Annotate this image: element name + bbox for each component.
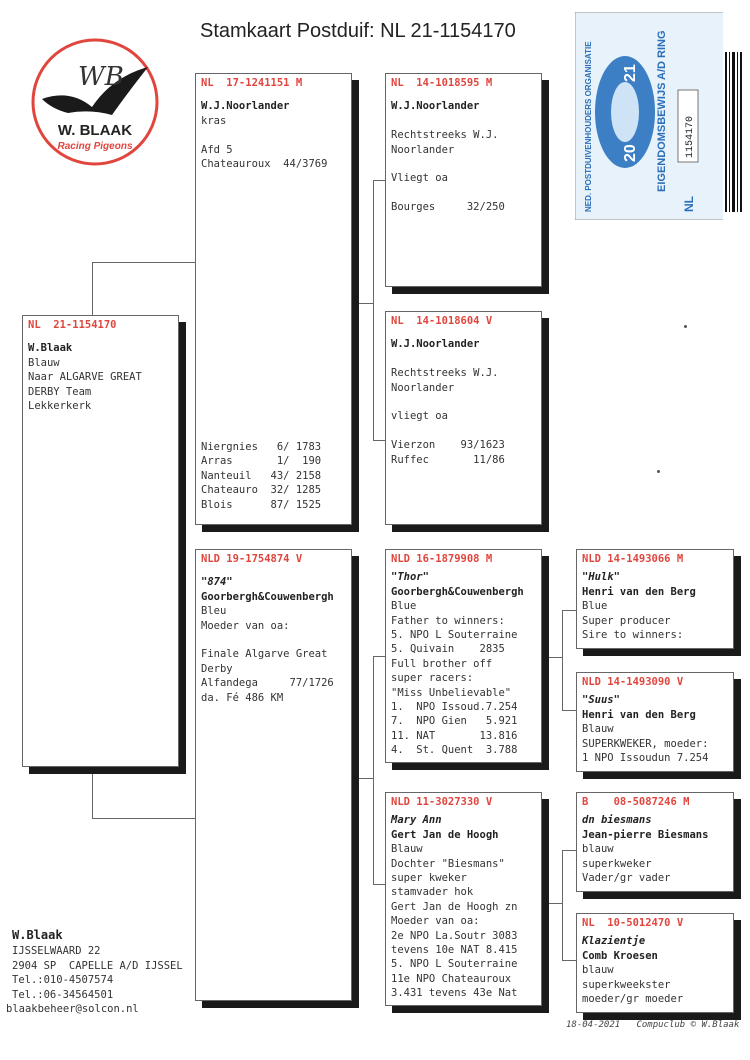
breeder-name: Comb Kroesen bbox=[582, 949, 658, 962]
pigeon-name: "Hulk" bbox=[582, 571, 620, 584]
detail-line: moeder/gr moeder bbox=[582, 993, 684, 1006]
connector-line bbox=[92, 818, 196, 819]
detail-line: Vliegt oa bbox=[391, 172, 448, 185]
scan-speck bbox=[684, 325, 687, 328]
breeder-name: Goorbergh&Couwenbergh bbox=[391, 585, 524, 598]
breeder-name: W.J.Noorlander bbox=[391, 100, 480, 113]
detail-line: Moeder van oa: bbox=[391, 915, 480, 928]
detail-line: 7. NPO Gien 5.921 bbox=[391, 715, 518, 728]
detail-line: Dochter "Biesmans" bbox=[391, 857, 505, 870]
detail-line: Vierzon 93/1623 bbox=[391, 439, 505, 452]
owner-contact bbox=[6, 928, 183, 1016]
connector-line bbox=[352, 303, 374, 304]
pigeon-card-mf-mother bbox=[576, 672, 734, 772]
detail-line: Chateauroux 44/3769 bbox=[201, 158, 328, 171]
detail-line bbox=[391, 424, 536, 438]
detail-line: Sire to winners: bbox=[582, 629, 684, 642]
detail-line: 1. NPO Issoud.7.254 bbox=[391, 701, 518, 714]
detail-line: 2e NPO La.Soutr 3083 bbox=[391, 929, 518, 942]
breeder-name: Gert Jan de Hoogh bbox=[391, 828, 499, 841]
detail-line: Derby bbox=[201, 662, 233, 675]
detail-line: super racers: bbox=[391, 672, 474, 685]
owner-name: W.Blaak bbox=[28, 342, 73, 355]
ring-number: NLD 19-1754874 V bbox=[201, 553, 303, 565]
pigeon-card-mm-father bbox=[576, 792, 734, 892]
detail-line: Rechtstreeks W.J. bbox=[391, 129, 499, 142]
pigeon-card-mother-father bbox=[385, 549, 542, 763]
breeder-name: Henri van den Berg bbox=[582, 708, 696, 721]
detail-line: 11e NPO Chateauroux bbox=[391, 972, 512, 985]
print-date: 18-04-2021 Compuclub © W.Blaak bbox=[566, 1020, 740, 1030]
detail-line: 5. NPO L Souterraine bbox=[391, 958, 518, 971]
pigeon-card-father-father bbox=[385, 73, 542, 287]
ring-number: NLD 11-3027330 V bbox=[391, 796, 493, 808]
pigeon-card-mother bbox=[195, 549, 352, 1001]
detail-line bbox=[391, 395, 536, 409]
detail-line: 11. NAT 13.816 bbox=[391, 729, 518, 742]
detail-line: superkweekster bbox=[582, 978, 671, 991]
breeder-name: Goorbergh&Couwenbergh bbox=[201, 590, 334, 603]
detail-line: Blue bbox=[582, 600, 608, 613]
detail-line: vliegt oa bbox=[391, 410, 448, 423]
ring-number: NL 14-1018604 V bbox=[391, 315, 493, 327]
email-line: blaakbeheer@solcon.nl bbox=[6, 1003, 139, 1016]
breeder-name: W.J.Noorlander bbox=[391, 338, 480, 351]
pigeon-name: "Thor" bbox=[391, 571, 429, 584]
detail-line: Blauw bbox=[391, 843, 423, 856]
pigeon-card-mf-father bbox=[576, 549, 734, 649]
detail-line: Father to winners: bbox=[391, 614, 505, 627]
ring-number: NL 14-1018595 M bbox=[391, 77, 493, 89]
ring-number: B 08-5087246 M bbox=[582, 796, 690, 808]
detail-line: Naar ALGARVE GREAT bbox=[28, 371, 142, 384]
detail-line: Afd 5 bbox=[201, 143, 233, 156]
detail-line bbox=[391, 157, 536, 171]
blaak-logo bbox=[30, 37, 160, 167]
address-line: 2904 SP CAPELLE A/D IJSSEL bbox=[12, 959, 183, 972]
connector-line bbox=[562, 850, 577, 851]
detail-line: "Miss Unbelievable" bbox=[391, 686, 512, 699]
logo-monogram: WB bbox=[78, 62, 124, 92]
detail-line: kras bbox=[201, 114, 227, 127]
ring-number: NL 21-1154170 bbox=[28, 319, 117, 331]
pigeon-name: Klazientje bbox=[582, 935, 646, 948]
logo-name: W. BLAAK bbox=[57, 122, 133, 139]
detail-line: Alfandega 77/1726 bbox=[201, 677, 334, 690]
owner-name: W.Blaak bbox=[12, 928, 63, 942]
connector-line bbox=[92, 766, 93, 818]
detail-line bbox=[391, 114, 536, 128]
connector-line bbox=[562, 710, 577, 711]
breeder-name: Jean-pierre Biesmans bbox=[582, 828, 709, 841]
phone-line: Tel.:010-4507574 bbox=[12, 974, 114, 987]
detail-line: superkweker bbox=[582, 857, 652, 870]
connector-line bbox=[562, 960, 577, 961]
pigeon-name: dn biesmans bbox=[582, 814, 652, 827]
connector-line bbox=[541, 657, 563, 658]
certificate-number: 1154170 bbox=[685, 115, 696, 158]
certificate-heading: EIGENDOMSBEWIJS A/D RING bbox=[656, 30, 668, 192]
ring-number: NLD 16-1879908 M bbox=[391, 553, 493, 565]
detail-line: tevens 10e NAT 8.415 bbox=[391, 944, 518, 957]
breeder-name: W.J.Noorlander bbox=[201, 100, 290, 113]
detail-line: Bleu bbox=[201, 605, 227, 618]
logo-subtitle: Racing Pigeons bbox=[57, 141, 133, 152]
detail-line: 3.431 tevens 43e Nat bbox=[391, 987, 518, 1000]
connector-line bbox=[373, 180, 374, 440]
pigeon-name: Mary Ann bbox=[391, 814, 442, 827]
detail-line: 1 NPO Issoudun 7.254 bbox=[582, 752, 709, 765]
ring-number: NL 17-1241151 M bbox=[201, 77, 303, 89]
certificate-year-right: 21 bbox=[622, 64, 639, 82]
detail-line: da. Fé 486 KM bbox=[201, 691, 284, 704]
ring-number: NL 10-5012470 V bbox=[582, 917, 684, 929]
connector-line bbox=[562, 610, 563, 710]
detail-line: DERBY Team bbox=[28, 385, 92, 398]
pigeon-card-mm-mother bbox=[576, 913, 734, 1013]
detail-line: Ruffec 11/86 bbox=[391, 453, 505, 466]
race-result: Chateauro 32/ 1285 bbox=[201, 484, 322, 497]
detail-line: super kweker bbox=[391, 872, 467, 885]
detail-line: blauw bbox=[582, 843, 614, 856]
ownership-certificate bbox=[575, 12, 745, 220]
connector-line bbox=[92, 262, 93, 317]
connector-line bbox=[373, 656, 374, 884]
ring-number: NLD 14-1493090 V bbox=[582, 676, 684, 688]
race-result: Arras 1/ 190 bbox=[201, 455, 322, 468]
race-result: Blois 87/ 1525 bbox=[201, 498, 322, 511]
detail-line: Gert Jan de Hoogh zn bbox=[391, 900, 518, 913]
detail-line: 4. St. Quent 3.788 bbox=[391, 744, 518, 757]
pigeon-card-father-mother bbox=[385, 311, 542, 525]
detail-line: 5. NPO L Souterraine bbox=[391, 629, 518, 642]
certificate-org: NED. POSTDUIVENHOUDERS ORGANISATIE bbox=[584, 41, 593, 212]
detail-line: blauw bbox=[582, 964, 614, 977]
ring-number: NLD 14-1493066 M bbox=[582, 553, 684, 565]
detail-line: Blue bbox=[391, 600, 417, 613]
detail-line: SUPERKWEKER, moeder: bbox=[582, 737, 709, 750]
page-title: Stamkaart Postduif: NL 21-1154170 bbox=[200, 20, 516, 42]
detail-line: Moeder van oa: bbox=[201, 619, 290, 632]
connector-line bbox=[541, 903, 563, 904]
pigeon-card-father bbox=[195, 73, 352, 525]
detail-line: Rechtstreeks W.J. bbox=[391, 367, 499, 380]
detail-line: Lekkerkerk bbox=[28, 400, 92, 413]
detail-line: Vader/gr vader bbox=[582, 872, 671, 885]
phone-line: Tel.:06-34564501 bbox=[12, 988, 114, 1001]
connector-line bbox=[562, 610, 577, 611]
connector-line bbox=[92, 262, 196, 263]
pigeon-name: "Suus" bbox=[582, 694, 620, 707]
detail-line: 5. Quivain 2835 bbox=[391, 643, 505, 656]
connector-line bbox=[562, 850, 563, 960]
detail-line: Super producer bbox=[582, 614, 671, 627]
detail-line: stamvader hok bbox=[391, 886, 474, 899]
pigeon-card-subject bbox=[22, 315, 179, 767]
detail-line bbox=[201, 633, 346, 647]
race-result: Niergnies 6/ 1783 bbox=[201, 441, 322, 453]
detail-line: Noorlander bbox=[391, 381, 455, 394]
detail-line bbox=[201, 128, 346, 142]
detail-line: Full brother off bbox=[391, 657, 493, 670]
pigeon-name: "874" bbox=[201, 576, 233, 589]
certificate-year-left: 20 bbox=[622, 144, 639, 162]
detail-line: Finale Algarve Great bbox=[201, 648, 328, 661]
race-results bbox=[201, 440, 346, 512]
breeder-name: Henri van den Berg bbox=[582, 585, 696, 598]
detail-line: Bourges 32/250 bbox=[391, 201, 505, 214]
pigeon-card-mother-mother bbox=[385, 792, 542, 1006]
detail-line: Blauw bbox=[28, 356, 60, 369]
scan-speck bbox=[657, 470, 660, 473]
connector-line bbox=[352, 778, 374, 779]
detail-line: Blauw bbox=[582, 723, 614, 736]
detail-line bbox=[391, 186, 536, 200]
detail-line: Noorlander bbox=[391, 143, 455, 156]
detail-line bbox=[391, 352, 536, 366]
race-result: Nanteuil 43/ 2158 bbox=[201, 469, 322, 482]
address-line: IJSSELWAARD 22 bbox=[12, 945, 101, 958]
certificate-country: NL bbox=[682, 196, 696, 212]
